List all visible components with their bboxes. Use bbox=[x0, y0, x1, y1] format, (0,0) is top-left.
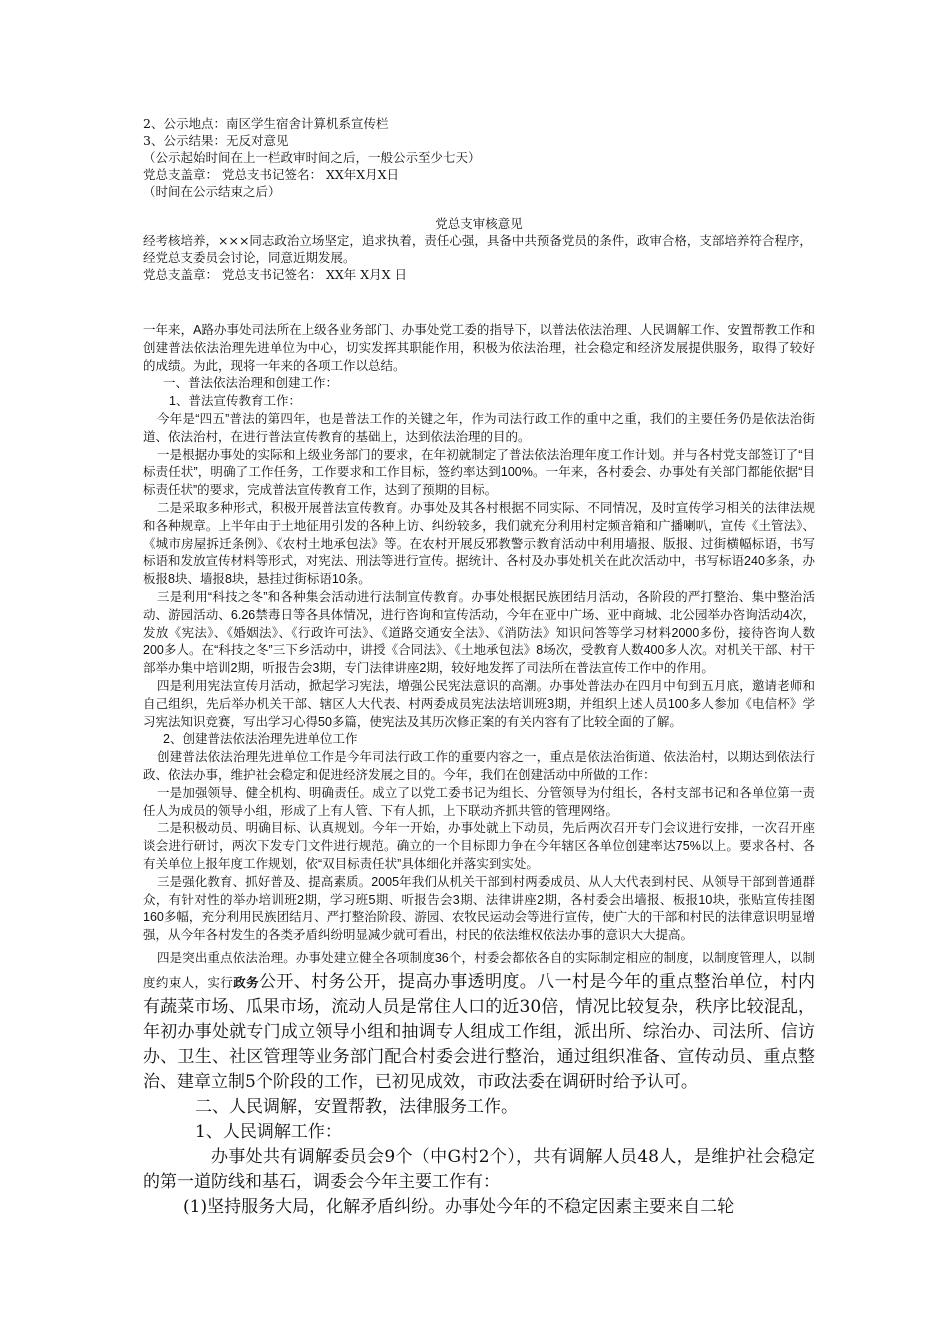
paragraph-9: 三是强化教育、抓好普及、提高素质。2005年我们从机关干部到村两委成员、从人大代表到村民、从领导干部到普通群众，有针对性的举办培训班2期，学习班5期、听报告会3期、法律讲座2期，各村委会出墙报、板报10块，张贴宣传挂图160多幅，充分利用民族团结月、严打整治阶段、游园、农牧民运动会等进行宣传，使广大的干部和村民的法律意识明显增强，从今年各村发生的各类矛盾纠纷明显减少就可看出，村民的依法维权依法办事的意识大大提高。 bbox=[143, 874, 815, 943]
paragraph-8: 二是积极动员、明确目标、认真规划。今年一开始，办事处就上下动员，先后两次召开专门会议进行安排，一次召开座谈会进行研讨，两次下发专门文件进行规范。确立的一个目标即力争在今年辖区各单位创建率达75%以上。要求各村、各有关单位上报年度工作规划，依“双目标责任状”具体细化并落实到实处。 bbox=[143, 821, 815, 871]
notice-time: （时间在公示结束之后） bbox=[143, 184, 281, 199]
paragraph-1: 今年是“四五”普法的第四年，也是普法工作的关键之年，作为司法行政工作的重中之重，我们的主要任务仍是依法治街道、依法治村，在进行普法宣传教育的基础上，达到依法治理的目的。 bbox=[143, 411, 815, 444]
report-intro: 一年来，A路办事处司法所在上级各业务部门、办事处党工委的指导下，以普法依法治理、人民调解工作、安置帮教工作和创建普法依法治理先进单位为中心，切实发挥其职能作用，积极为依法治理，社会稳定和经济发展提供服务，取得了较好的成绩。为此，现将一年来的各项工作以总结。 bbox=[143, 323, 815, 373]
section-heading-1: 一、普法依法治理和创建工作： bbox=[163, 376, 339, 391]
paragraph-10 bbox=[143, 945, 815, 1095]
subsection-heading-2-1: 1、人民调解工作： bbox=[195, 1121, 342, 1142]
notice-note: （公示起始时间在上一栏政审时间之后，一般公示至少七天） bbox=[143, 150, 481, 165]
paragraph-4: 三是利用“科技之冬”和各种集会活动进行法制宣传教育。办事处根据民族团结月活动，各阶段的严打整治、集中整治活动、游园活动、6.26禁毒日等各具体情况，进行咨询和宣传活动，今年在亚中广场、亚中商城、北公园举办咨询活动4次，发放《宪法》、《婚姻法》、《行政许可法》、《道路交通安全法》、《消防法》知识问答等学习材料2000多份，接待咨询人数200多人。在“科技之冬”三下乡活动中，讲授《合同法》、《土地承包法》8场次，受教育人数400多人次。对机关干部、村干部举办集中培训2期，听报告会3期，专门法律讲座2期，较好地发挥了司法所在普法宣传工作中的作用。 bbox=[143, 589, 815, 676]
paragraph-10-small: 四是突出重点依法治理。办事处建立健全各项制度36个，村委会都依各自的实际制定相应的制度，以制度管理人，以制度约束人，实行 bbox=[143, 950, 815, 990]
notice-place: 2、公示地点：南区学生宿舍计算机系宣传栏 bbox=[143, 116, 389, 131]
paragraph-10-bold: 政务 bbox=[233, 975, 259, 990]
review-title: 党总支审核意见 bbox=[435, 216, 523, 231]
paragraph-10-large: 公开、村务公开，提高办事透明度。八一村是今年的重点整治单位，村内有蔬菜市场、瓜果市场，流动人员是常住人口的近30倍，情况比较复杂，秩序比较混乱，年初办事处就专门成立领导小组和抽调专人组成工作组，派出所、综治办、司法所、信访办、卫生、社区管理等业务部门配合村委会进行整治，通过组织准备、宣传动员、重点整治、建章立制5个阶段的工作，已初见成效，市政法委在调研时给予认可。 bbox=[143, 971, 815, 1092]
subsection-heading-1-2: 2、创建普法依法治理先进单位工作 bbox=[163, 732, 358, 747]
report-body bbox=[143, 322, 815, 1220]
review-sign: 党总支盖章： 党总支书记签名： XX年 X月X 日 bbox=[143, 267, 407, 282]
subsection-heading-1-1: 1、普法宣传教育工作： bbox=[169, 394, 301, 409]
notice-result: 3、公示结果：无反对意见 bbox=[143, 133, 289, 148]
paragraph-12: (1)坚持服务大局，化解矛盾纠纷。办事处今年的不稳定因素主要来自二轮 bbox=[183, 1196, 735, 1217]
review-body: 经考核培养，×××同志政治立场坚定，追求执着，责任心强，具备中共预备党员的条件，政审合格，支部培养符合程序，经党总支委员会讨论，同意近期发展。 bbox=[143, 233, 812, 265]
paragraph-11: 办事处共有调解委员会9个（中G村2个），共有调解人员48人，是维护社会稳定的第一道防线和基石，调委会今年主要工作有： bbox=[143, 1146, 815, 1192]
paragraph-3: 二是采取多种形式，积极开展普法宣传教育。办事处及其各村根据不同实际、不同情况，及时宣传学习相关的法律法规和各种规章。上半年由于土地征用引发的各种上访、纠纷较多，我们就充分利用村定频音箱和广播喇叭，宣传《土管法》、《城市房屋拆迁条例》、《农村土地承包法》等。在农村开展反邪教警示教育活动中利用墙报、版报、过街横幅标语，书写标语和发放宣传材料等形式，对宪法、刑法等进行宣传。据统计、各村及办事处机关在此次活动中，书写标语240多条，办板报8块、墙报8块，悬挂过街标语10条。 bbox=[143, 500, 815, 587]
notice-sign: 党总支盖章： 党总支书记签名： XX年X月X日 bbox=[143, 167, 400, 182]
paragraph-6: 创建普法依法治理先进单位工作是今年司法行政工作的重要内容之一，重点是依法治街道、依法治村，以期达到依法行政、依法办事，维护社会稳定和促进经济发展之目的。今年，我们在创建活动中所做的工作： bbox=[143, 750, 815, 782]
paragraph-7: 一是加强领导、健全机构、明确责任。成立了以党工委书记为组长、分管领导为付组长，各村支部书记和各单位第一责任人为成员的领导小组，形成了上有人管、下有人抓，上下联动齐抓共管的管理网络。 bbox=[143, 785, 815, 818]
section-heading-2: 二、人民调解，安置帮教，法律服务工作。 bbox=[195, 1096, 518, 1117]
paragraph-2: 一是根据办事处的实际和上级业务部门的要求，在年初就制定了普法依法治理年度工作计划。并与各村党支部签订了“目标责任状”，明确了工作任务，工作要求和工作目标，签约率达到100%。一年来，各村委会、办事处有关部门都能依据“目标责任状”的要求，完成普法宣传教育工作，达到了预期的目标。 bbox=[143, 447, 815, 498]
paragraph-5: 四是利用宪法宣传月活动，掀起学习宪法，增强公民宪法意识的高潮。办事处普法办在四月中旬到五月底，邀请老师和自己组织，先后举办机关干部、辖区人大代表、村两委成员宪法法培训班3期，并组织上述人员100多人参加《电信杯》学习宪法知识竞赛，写出学习心得50多篇，使宪法及其历次修正案的有关内容有了比较全面的了解。 bbox=[143, 678, 815, 729]
